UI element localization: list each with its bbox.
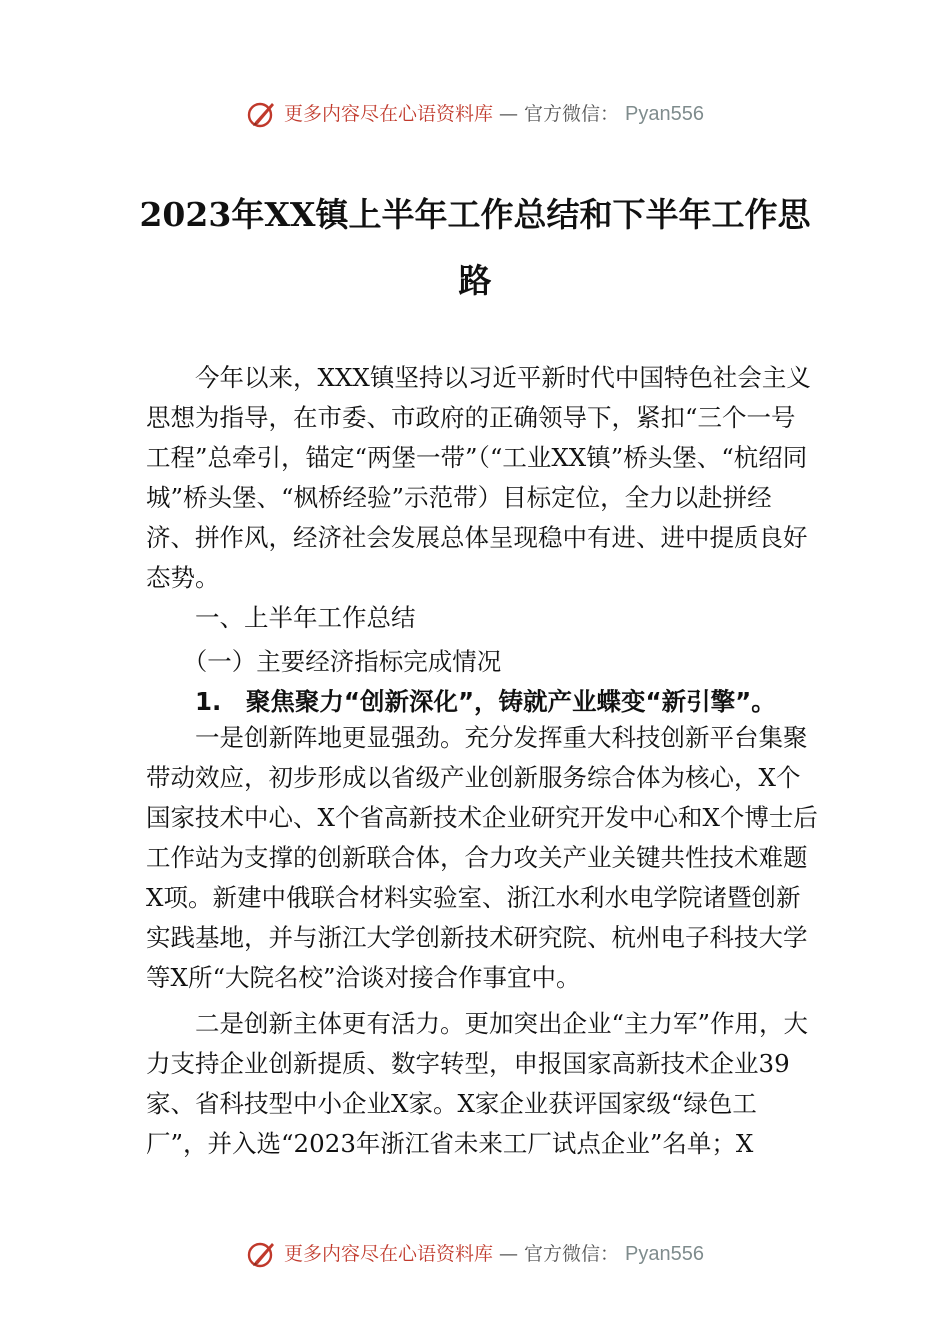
banner-wechat-id: Pyan556 (625, 103, 704, 125)
header-banner (0, 98, 950, 130)
footer-banner (0, 1238, 950, 1270)
banner-wechat-id: Pyan556 (625, 1243, 704, 1265)
section-heading: 一、上半年工作总结 (195, 603, 416, 632)
body-paragraph-1: 一是创新阵地更显强劲。充分发挥重大科技创新平台集聚带动效应，初步形成以省级产业创新服务综合体为核心，X个国家技术中心、X个省高新技术企业研究开发中心和X个博士后工作站为支撑的创新联合体，合力攻关产业关键共性技术难题X项。新建中俄联合材料实验室、浙江水利水电学院诸暨创新实践基地，并与浙江大学创新技术研究院、杭州电子科技大学等X所“大院名校”洽谈对接合作事宜中。 (146, 723, 818, 992)
document-title: 2023年XX镇上半年工作总结和下半年工作思路 (139, 195, 811, 300)
subsection-heading: （一）主要经济指标完成情况 (182, 647, 502, 676)
quill-pen-logo-icon (246, 98, 278, 130)
banner-wechat-label: 官方微信： (524, 103, 620, 125)
document-body (146, 358, 818, 1164)
banner-separator: — (499, 1243, 519, 1265)
body-paragraph-2: 二是创新主体更有活力。更加突出企业“主力军”作用，大力支持企业创新提质、数字转型，申报国家高新技术企业39家、省科技型中小企业X家。X家企业获评国家级“绿色工厂”，并入选“2023年浙江省未来工厂试点企业”名单；X (146, 1009, 809, 1158)
banner-brand-text: 更多内容尽在心语资料库 (284, 103, 494, 125)
banner-wechat-label: 官方微信： (524, 1243, 620, 1265)
banner-brand-text: 更多内容尽在心语资料库 (284, 1243, 494, 1265)
banner-separator: — (499, 103, 519, 125)
point-heading: 1. 聚焦聚力“创新深化”，铸就产业蝶变“新引擎”。 (195, 687, 776, 716)
intro-paragraph: 今年以来，XXX镇坚持以习近平新时代中国特色社会主义思想为指导，在市委、市政府的正确领导下，紧扣“三个一号工程”总牵引，锚定“两堡一带”（“工业XX镇”桥头堡、“杭绍同城”桥头堡、“枫桥经验”示范带）目标定位，全力以赴拼经济、拼作风，经济社会发展总体呈现稳中有进、进中提质良好态势。 (146, 363, 811, 592)
quill-pen-logo-icon (246, 1238, 278, 1270)
